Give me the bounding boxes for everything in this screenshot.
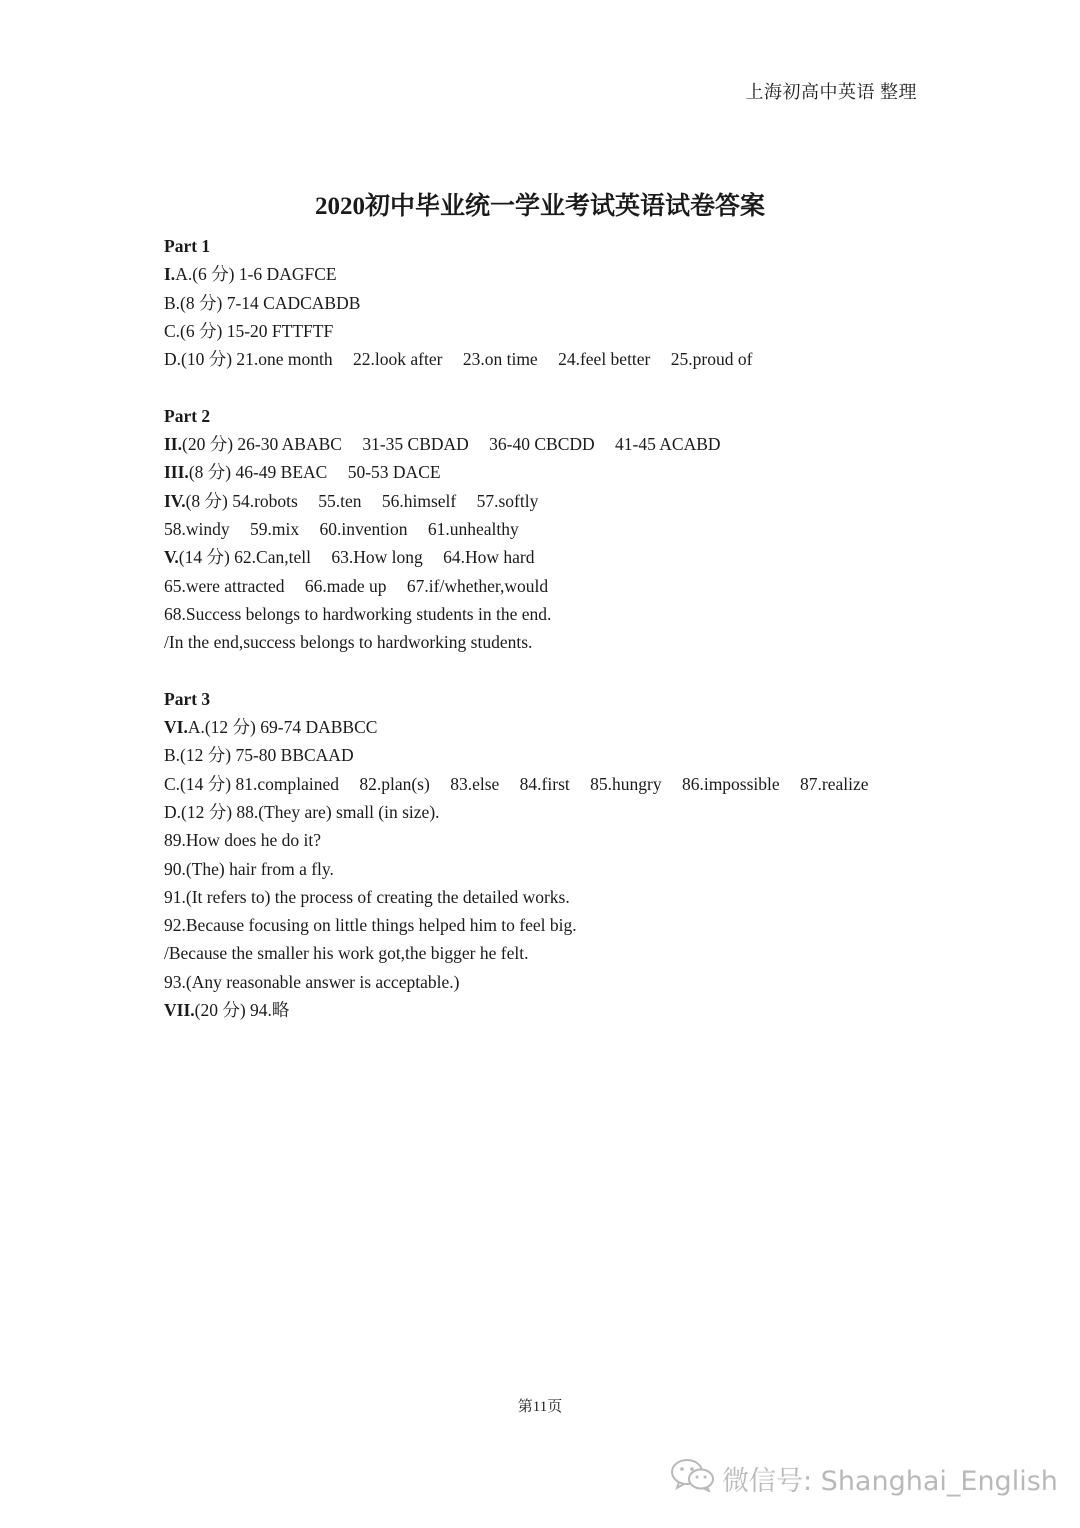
watermark (670, 1458, 1058, 1499)
answer-item: 59.mix (250, 518, 300, 539)
answer-item: (8 分) 54.robots (185, 490, 298, 511)
answer-item: 61.unhealthy (427, 518, 519, 539)
part2-section-v-line2 (164, 572, 944, 600)
part3-section-d-line: /Because the smaller his work got,the bigger he felt. (164, 943, 529, 964)
answer-item: 63.How long (331, 547, 423, 568)
part3-section-d-line: 91.(It refers to) the process of creating the detailed works. (164, 886, 570, 907)
part2-section-iv-line2 (164, 515, 944, 543)
part1-section-c: C.(6 分) 15-20 FTTFTF (164, 320, 334, 341)
part3-section-vii (164, 996, 944, 1024)
part2-label: Part 2 (164, 405, 211, 426)
answer-item: D.(10 分) 21.one month (164, 349, 333, 370)
answer-text: (20 分) 94.略 (194, 1000, 290, 1021)
answer-item: 66.made up (304, 575, 387, 596)
answer-item: 22.look after (353, 349, 443, 370)
part3-section-d-line: 92.Because focusing on little things helped him to feel big. (164, 915, 577, 936)
part3-section-d-line: 93.(Any reasonable answer is acceptable.) (164, 971, 460, 992)
part3-section-d-line: 90.(The) hair from a fly. (164, 858, 334, 879)
part3-section-d-line: 89.How does he do it? (164, 830, 321, 851)
answer-item: 55.ten (318, 490, 362, 511)
roman-numeral: VII. (164, 1000, 195, 1021)
answer-item: 67.if/whether,would (406, 575, 549, 596)
part3-section-d-line: D.(12 分) 88.(They are) small (in size). (164, 801, 440, 822)
answer-item: (14 分) 62.Can,tell (178, 547, 311, 568)
part1-section-i-a (164, 260, 944, 288)
watermark-text: 微信号: Shanghai_English (722, 1466, 1058, 1497)
document-title: 2020初中毕业统一学业考试英语试卷答案 (314, 193, 765, 220)
answer-item: 58.windy (164, 518, 230, 539)
part3-section-vi-a (164, 713, 944, 741)
answer-item: 36-40 CBCDD (489, 434, 595, 455)
answer-item: 85.hungry (590, 773, 662, 794)
answer-item: 83.else (450, 773, 500, 794)
answer-item: (8 分) 46-49 BEAC (188, 462, 328, 483)
part3-section-c (164, 770, 944, 798)
roman-numeral: V. (164, 547, 179, 568)
part3-section-b: B.(12 分) 75-80 BBCAAD (164, 745, 354, 766)
header-org: 上海初高中英语 整理 (745, 82, 917, 102)
answer-text: A.(12 分) 69-74 DABBCC (187, 717, 378, 738)
roman-numeral: VI. (164, 717, 188, 738)
answer-item: 87.realize (800, 773, 869, 794)
part2-section-v-line4: /In the end,success belongs to hardworking students. (164, 632, 533, 653)
answer-item: 31-35 CBDAD (362, 434, 469, 455)
part2-section-iv-line1 (164, 487, 944, 515)
answer-item: 41-45 ACABD (615, 434, 721, 455)
answer-item: 82.plan(s) (359, 773, 430, 794)
part2-section-v-line1 (164, 543, 944, 571)
answer-item: 25.proud of (670, 349, 753, 370)
part2-section-ii (164, 430, 944, 458)
roman-numeral: IV. (164, 490, 186, 511)
wechat-icon (670, 1458, 722, 1499)
part2-section-iii (164, 458, 944, 486)
answer-text: A.(6 分) 1-6 DAGFCE (175, 264, 337, 285)
part1-section-b: B.(8 分) 7-14 CADCABDB (164, 292, 361, 313)
page-number: 第11页 (517, 1399, 563, 1415)
part1-label: Part 1 (164, 236, 211, 256)
answer-item: 84.first (519, 773, 570, 794)
roman-numeral: I. (164, 264, 176, 285)
part1-section-d (164, 345, 944, 373)
roman-numeral: II. (164, 434, 182, 455)
answer-item: 56.himself (381, 490, 457, 511)
part3-label: Part 3 (164, 688, 211, 709)
answer-item: 60.invention (319, 518, 408, 539)
part2-section-v-line3: 68.Success belongs to hardworking students in the end. (164, 603, 552, 624)
answer-item: 57.softly (476, 490, 539, 511)
answer-item: C.(14 分) 81.complained (164, 773, 339, 794)
roman-numeral: III. (164, 462, 189, 483)
answer-item: (20 分) 26-30 ABABC (182, 434, 342, 455)
answer-item: 24.feel better (558, 349, 651, 370)
answer-item: 65.were attracted (164, 575, 285, 596)
answer-item: 23.on time (462, 349, 538, 370)
answer-content (164, 232, 944, 1024)
answer-item: 64.How hard (443, 547, 535, 568)
answer-item: 86.impossible (681, 773, 780, 794)
answer-item: 50-53 DACE (347, 462, 441, 483)
